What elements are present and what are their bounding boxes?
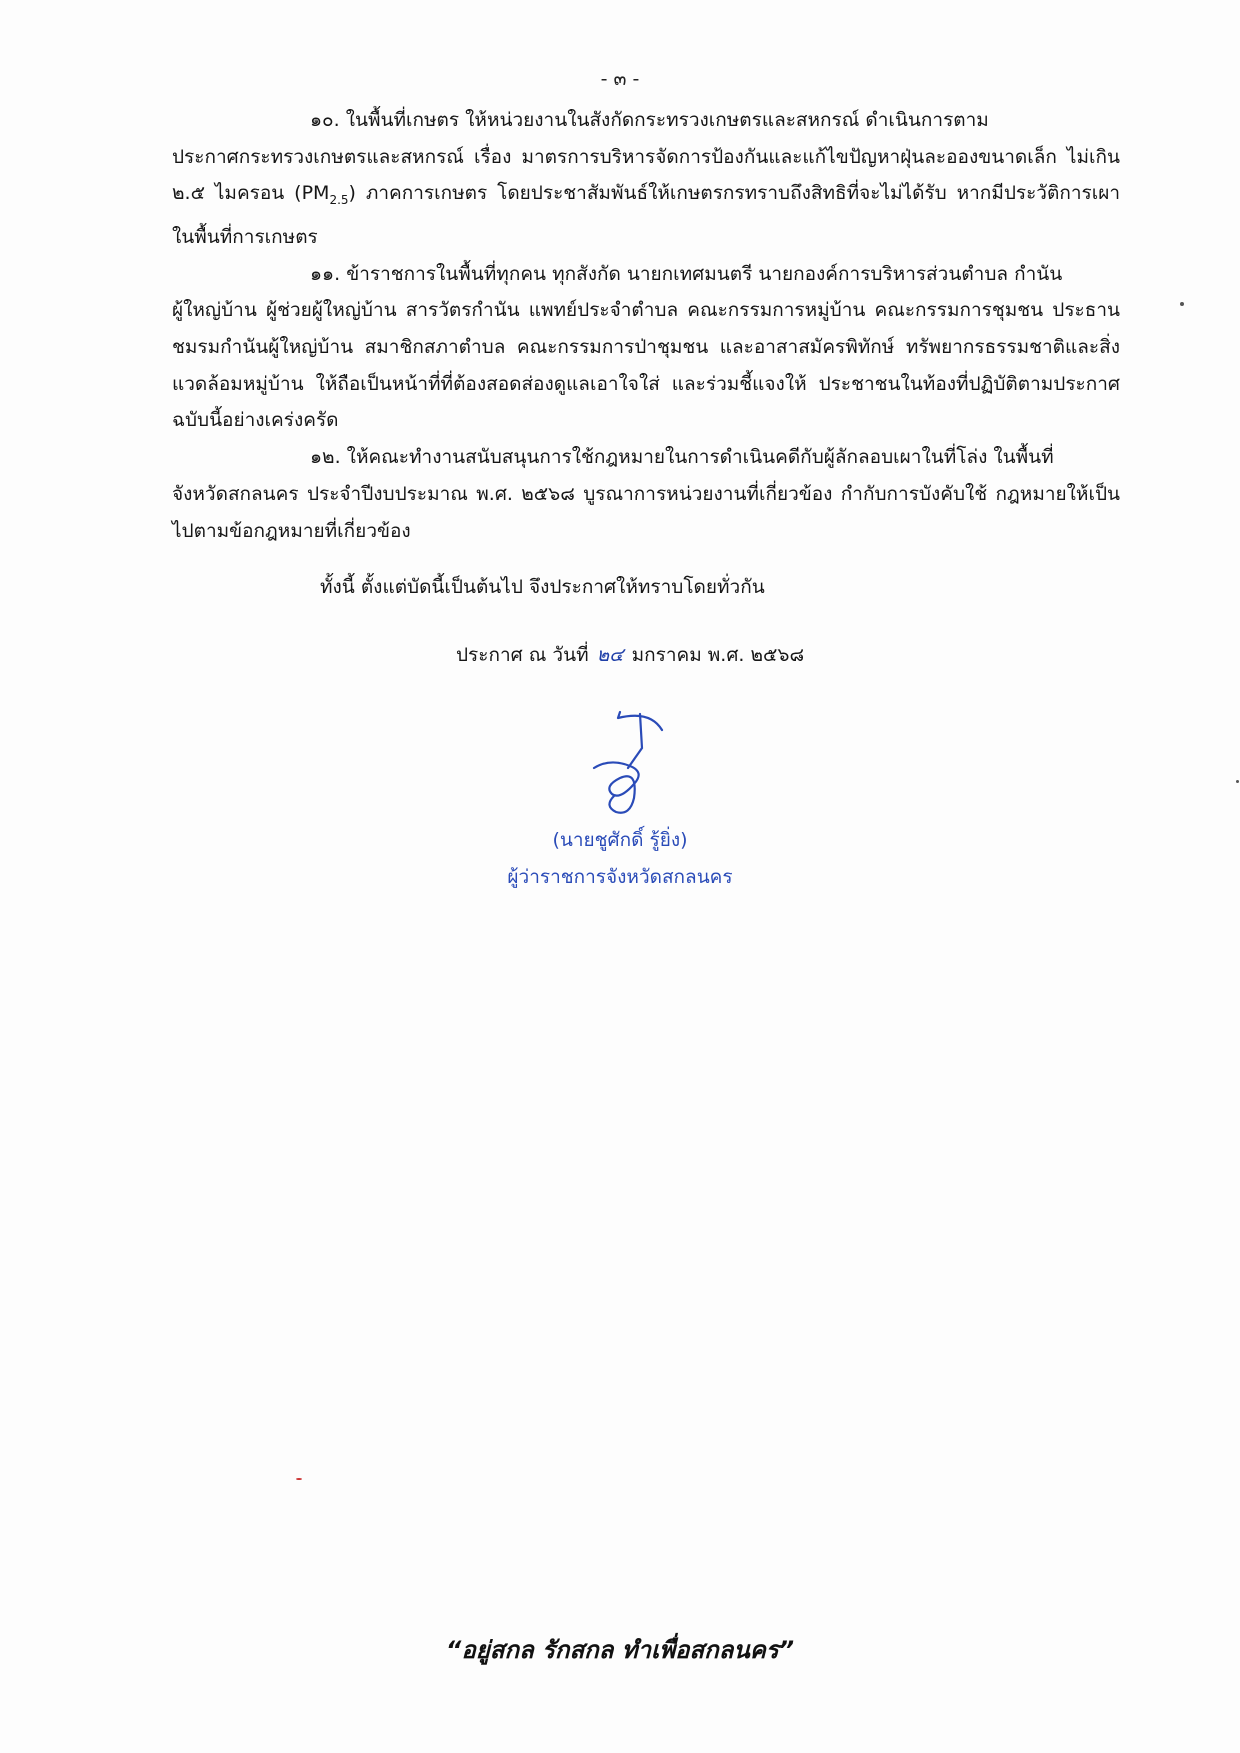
paragraph-10-text: ประกาศกระทรวงเกษตรและสหกรณ์ เรื่อง มาตรการบริหารจัดการป้องกันและแก้ไขปัญหาฝุ่นละอองขนาดเล็ก ไม่เกิน ๒.๕ ไมครอน (PM xyxy=(172,145,1120,205)
paragraph-12-text: จังหวัดสกลนคร ประจำปีงบประมาณ พ.ศ. ๒๕๖๘ บูรณาการหน่วยงานที่เกี่ยวข้อง กำกับการบังคับใช้ กฎหมายให้เป็นไปตามข้อกฎหมายที่เกี่ยวข้อง xyxy=(172,482,1120,542)
signer-name: (นายชูศักดิ์ รู้ยิ่ง) xyxy=(552,829,688,851)
paragraph-11 xyxy=(172,256,1120,440)
date-suffix: มกราคม พ.ศ. ๒๕๖๘ xyxy=(631,644,805,666)
scan-speck xyxy=(1180,302,1184,306)
handwritten-signature xyxy=(590,708,670,818)
date-prefix: ประกาศ ณ วันที่ xyxy=(456,644,589,666)
page-number: - ๓ - xyxy=(600,68,640,90)
scan-speck xyxy=(1236,780,1239,783)
paragraph-10-first-line: ๑๐. ในพื้นที่เกษตร ให้หน่วยงานในสังกัดกระทรวงเกษตรและสหกรณ์ ดำเนินการตาม xyxy=(310,109,989,131)
paragraph-10 xyxy=(172,102,1120,256)
paragraph-12-first-line: ๑๒. ให้คณะทำงานสนับสนุนการใช้กฎหมายในการดำเนินคดีกับผู้ลักลอบเผาในที่โล่ง ในพื้นที่ xyxy=(310,446,1054,469)
signer-title: ผู้ว่าราชการจังหวัดสกลนคร xyxy=(507,866,733,888)
paragraph-11-first-line: ๑๑. ข้าราชการในพื้นที่ทุกคน ทุกสังกัด นายกเทศมนตรี นายกองค์การบริหารส่วนตำบล กำนัน xyxy=(310,262,1063,285)
provincial-motto: “อยู่สกล รักสกล ทำเพื่อสกลนคร” xyxy=(445,1636,795,1664)
scan-speck xyxy=(296,1478,302,1480)
paragraph-10-text-end: ) ภาคการเกษตร โดยประชาสัมพันธ์ให้เกษตรกรทราบถึงสิทธิที่จะไม่ได้รับ หากมีประวัติการเผาในพื้นที่การเกษตร xyxy=(172,182,1120,248)
date-day-handwritten: ๒๔ xyxy=(596,644,624,666)
document-body xyxy=(172,102,1120,549)
paragraph-12 xyxy=(172,439,1120,549)
pm-subscript: 2.5 xyxy=(329,193,349,208)
announcement-date xyxy=(456,640,804,670)
closing-statement: ทั้งนี้ ตั้งแต่บัดนี้เป็นต้นไป จึงประกาศให้ทราบโดยทั่วกัน xyxy=(320,576,765,598)
paragraph-11-text: ผู้ใหญ่บ้าน ผู้ช่วยผู้ใหญ่บ้าน สารวัตรกำนัน แพทย์ประจำตำบล คณะกรรมการหมู่บ้าน คณะกรรมการชุมชน ประธานชมรมกำนันผู้ใหญ่บ้าน สมาชิกสภาตำบล คณะกรรมการป่าชุมชน และอาสาสมัครพิทักษ์ ทรัพยากรธรรมชาติและสิ่งแวดล้อมหมู่บ้าน ให้ถือเป็นหน้าที่ที่ต้องสอดส่องดูแลเอาใจใส่ และร่วมชี้แจงให้ ประชาชนในท้องที่ปฏิบัติตามประกาศฉบับนี้อย่างเคร่งครัด xyxy=(172,299,1120,432)
